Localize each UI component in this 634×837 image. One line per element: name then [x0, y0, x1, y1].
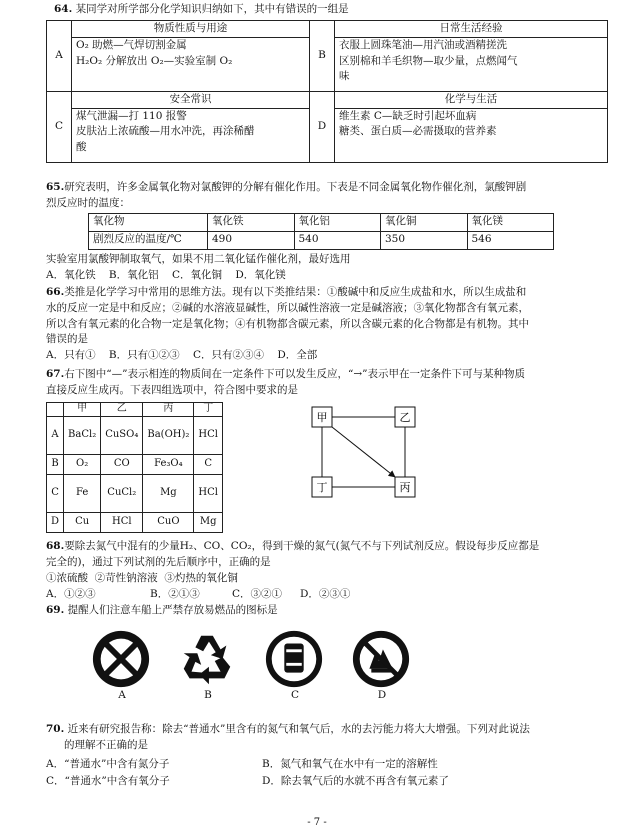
q65-v1: 490 [208, 232, 295, 250]
q65-line2: 烈反应时的温度： [46, 196, 130, 209]
q64-b-line1: 衣服上圆珠笔油—用汽油或酒精搓洗 [339, 38, 507, 51]
q65-h0: 氧化物 [89, 214, 208, 232]
q65-options: A．氧化铁 B．氧化铝 C．氧化铜 D．氧化镁 [46, 269, 286, 281]
diagram-label-jia: 甲 [316, 411, 328, 424]
diagram-label-bing: 丙 [399, 481, 411, 494]
q67-a-yi: CuSO₄ [101, 417, 143, 455]
q65-line1: 研究表明，许多金属氧化物对氯酸钾的分解有催化作用。下表是不同金属氧化物作催化剂，氯酸钾剧 [64, 181, 527, 193]
diagram-label-yi: 乙 [399, 411, 411, 424]
q68-number: 68. [46, 540, 65, 552]
q65-h4: 氧化镁 [467, 214, 554, 232]
q68-option-c: C．③②① [232, 588, 283, 600]
q67-h-bing: 丙 [143, 403, 194, 417]
q67-b-jia: O₂ [64, 455, 101, 475]
q64-body-c [72, 108, 310, 162]
q67-d-yi: HCl [101, 513, 143, 533]
q66-line4: 错误的是 [46, 333, 88, 346]
q67-a-ding: HCl [194, 417, 223, 455]
q70-line1: 近来有研究报告称：除去“普通水”里含有的氮气和氧气后，水的去污能力将大大增强。下列对此说法 [67, 723, 530, 735]
q67-c-jia: Fe [64, 475, 101, 513]
q65-v0: 剧烈反应的温度/℃ [89, 232, 208, 250]
q67-line2: 直接反应生成丙。下表四组选项中，符合图中要求的是 [46, 383, 298, 396]
q66-options: A．只有① B．只有①②③ C．只有②③④ D．全部 [46, 349, 318, 361]
q67-line1: 右下图中“—”表示相连的物质间在一定条件下可以发生反应，“→”表示甲在一定条件下可与某种物质 [64, 368, 526, 380]
sign-label-a: A [118, 689, 126, 701]
q64-body-d [335, 108, 608, 162]
q64-a-line1: O₂ 助燃—气焊切割金属 [76, 38, 187, 51]
q68-option-a: A．①②③ [46, 588, 96, 600]
q66-line1: 类推是化学学习中常用的思维方法。现有以下类推结果：①酸碱中和反应生成盐和水，所以生成盐和 [64, 286, 527, 298]
q67-stem [46, 367, 616, 399]
sign-label-c: C [290, 689, 300, 701]
q67-h-ding: 丁 [194, 403, 223, 417]
q64-body-b [335, 37, 608, 91]
q67-a-bing: Ba(OH)₂ [143, 417, 194, 455]
q67-h-jia: 甲 [64, 403, 101, 417]
q67-b-bing: Fe₃O₄ [143, 455, 194, 475]
q67-d-ding: Mg [194, 513, 223, 533]
q65-table [88, 213, 554, 250]
q65-v3: 350 [381, 232, 468, 250]
q66-line3: 所以含有氧元素的化合物一定是氧化物；④有机物都含碳元素，所以含碳元素的化合物都是有机物。其中 [46, 317, 529, 330]
q67-number: 67. [46, 368, 65, 380]
sign-b-recycle-icon [176, 628, 238, 690]
sign-label-d: D [377, 689, 387, 701]
q64-text: 某同学对所学部分化学知识归纳如下，其中有错误的一组是 [75, 3, 349, 15]
q68-line3: ①浓硫酸 ②苛性钠溶液 ③灼热的氧化铜 [46, 571, 238, 584]
q65-v2: 540 [294, 232, 381, 250]
q65-after: 实验室用氯酸钾制取氧气，如果不用二氧化锰作催化剂，最好选用 [46, 253, 351, 265]
q65-h1: 氧化铁 [208, 214, 295, 232]
q64-d-line1: 维生素 C—缺乏时引起坏血病 [339, 109, 477, 122]
q67-row-d-letter: D [47, 513, 64, 533]
q64-title-a: 物质性质与用途 [72, 21, 310, 38]
q65-stem [46, 180, 616, 212]
q64-number: 64. [54, 3, 73, 15]
q69-stem [46, 603, 278, 619]
q64-stem [54, 2, 349, 18]
diagram-label-ding: 丁 [316, 481, 328, 494]
q70-line2: 的理解不正确的是 [64, 738, 148, 751]
q64-title-c: 安全常识 [72, 91, 310, 108]
q70-option-d: D．除去氧气后的水就不再含有氧元素了 [262, 775, 449, 787]
q64-title-d: 化学与生活 [335, 91, 608, 108]
q64-b-line2: 区别棉和羊毛织物—取少量，点燃闻气 [339, 54, 518, 67]
diagram-arrow-jia-bing [332, 427, 395, 477]
q67-h-yi: 乙 [101, 403, 143, 417]
sign-c-barrel-icon [263, 628, 325, 690]
q67-corner [47, 403, 64, 417]
q64-letter-c: C [47, 91, 72, 162]
q67-row-a-letter: A [47, 417, 64, 455]
q65-h3: 氧化铜 [381, 214, 468, 232]
q70-option-c: C．“普通水”中含有氧分子 [46, 775, 170, 787]
q68-stem [46, 539, 616, 586]
q69-text: 提醒人们注意车船上严禁存放易燃品的图标是 [67, 604, 278, 616]
q70-option-b: B．氮气和氧气在水中有一定的溶解性 [262, 758, 438, 770]
sign-label-b: B [204, 689, 212, 701]
page-number: - 7 - [307, 817, 327, 828]
q64-d-line2: 糖类、蛋白质—必需摄取的营养素 [339, 125, 497, 138]
q70-option-a: A．“普通水”中含有氮分子 [46, 758, 170, 770]
q66-number: 66. [46, 286, 65, 298]
q68-line1: 要除去氮气中混有的少量H₂、CO、CO₂，得到干燥的氮气(氮气不与下列试剂反应。假设每步反应都是 [64, 540, 540, 552]
q64-letter-d: D [310, 91, 335, 162]
q67-c-yi: CuCl₂ [101, 475, 143, 513]
q66-line2: 水的反应一定是中和反应；②碱的水溶液显碱性，所以碱性溶液一定是碱溶液；③氧化物都含有氧元素， [46, 301, 529, 314]
q65-number: 65. [46, 181, 65, 193]
sign-a-prohibited-icon [90, 628, 152, 690]
q68-option-d: D．②③① [300, 588, 351, 600]
q64-c-line2: 皮肤沾上浓硫酸—用水冲洗，再涂稀醋 [76, 125, 255, 138]
q65-h2: 氧化铝 [294, 214, 381, 232]
q64-b-line3: 味 [339, 70, 350, 83]
q64-c-line3: 酸 [76, 141, 87, 153]
q68-line2: 完全的)，通过下列试剂的先后顺序中，正确的是 [46, 555, 271, 568]
q67-row-b-letter: B [47, 455, 64, 475]
q67-c-ding: HCl [194, 475, 223, 513]
q69-number: 69. [46, 604, 65, 616]
sign-d-no-flammables-icon [350, 628, 412, 690]
q67-d-jia: Cu [64, 513, 101, 533]
q64-title-b: 日常生活经验 [335, 21, 608, 38]
q67-table [46, 402, 223, 533]
q65-v4: 546 [467, 232, 554, 250]
q64-letter-a: A [47, 21, 72, 92]
q67-c-bing: Mg [143, 475, 194, 513]
q67-row-c-letter: C [47, 475, 64, 513]
q67-a-jia: BaCl₂ [64, 417, 101, 455]
q67-b-ding: C [194, 455, 223, 475]
q68-option-b: B．②①③ [150, 588, 200, 600]
q64-table [46, 20, 608, 163]
q64-a-line2: H₂O₂ 分解放出 O₂—实验室制 O₂ [76, 54, 233, 67]
q64-letter-b: B [310, 21, 335, 92]
q64-body-a [72, 37, 310, 91]
q64-c-line1: 煤气泄漏—打 110 报警 [76, 109, 187, 122]
q67-d-bing: CuO [143, 513, 194, 533]
q70-stem [46, 722, 616, 754]
q67-b-yi: CO [101, 455, 143, 475]
q70-number: 70. [46, 723, 65, 735]
q66-stem [46, 285, 616, 364]
q67-diagram [300, 395, 430, 505]
